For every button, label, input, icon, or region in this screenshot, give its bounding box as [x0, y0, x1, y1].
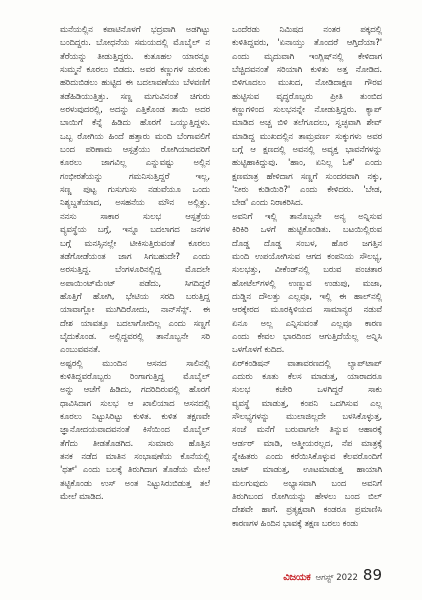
page-number: 89	[362, 566, 382, 584]
article-text-line: ಆರಕ್ಕೇರದ ಮೂರಕ್ಕಿಳಿಯದ ಸಾಮಾನ್ಯರ ನಡುವೆ	[232, 305, 382, 316]
article-text-line: ಅರಳುವುದರಲ್ಲಿ, ಅದನ್ನು ಎತ್ತಿಕೊಂಡ ತಾಯಿ ಅದರ	[60, 105, 210, 116]
article-text-line: ಚಾಟ್ ಮಾಡುತ್ತ, ಊಟಮಾಡುತ್ತ ಹಾಯಾಗಿ	[232, 465, 382, 476]
article-text-line: ಏರ್‌ಕಂಡಿಷನ್ ವಾತಾವರಣದಲ್ಲಿ ಲ್ಯಾಪ್‌ಟಾಪ್	[232, 358, 382, 369]
article-text-line: ವ್ಯವಸ್ಥೆಯ ಬಗ್ಗೆ, ಇನ್ನೂ ಬದಲಾಗದ ಜನಗಳ	[60, 225, 210, 236]
issue-date: ಆಗಸ್ಟ್ 2022	[315, 573, 358, 583]
article-body	[60, 24, 382, 556]
article-text-line: ಒಬ್ಬ ರೋಗಿಯ ಹಿಂದೆ ಹತ್ತಾರು ಮಂದಿ ಬೆಂಗಾವಲಿಗೆ	[60, 131, 210, 142]
article-text-line: ಗಂಭೀರತೆಯನ್ನು ಗಮನಿಸುತ್ತಿದ್ದರೆ ಇಲ್ಲ,	[60, 171, 210, 182]
article-text-line: ನಿಶ್ಯಬ್ದತೆಯಾದ, ಅಸಹನೆಯ ಮೌನ ಅಲ್ಲಿತ್ತು.	[60, 198, 210, 209]
article-text-line: ಧಾವಿಸಿದಾಗ ಸುಲಭ ಆ ಖಾಲಿಯಾದ ಆಸನದಲ್ಲಿ	[60, 398, 210, 409]
article-text-line: ಮಲಗುವುದು ಅಭ್ಯಾಸವಾಗಿ ಬಂದ ಅವನಿಗೆ	[232, 478, 382, 489]
article-text-line: ಕುಳಿತಿದ್ದವರೊಬ್ಬರು ರಿಂಗಾಗುತ್ತಿದ್ದ ಮೊಬೈಲ್	[60, 371, 210, 382]
article-text-line: ಹುಟ್ಟಿಸುವ ವೃದ್ಧರೊಬ್ಬರು ಪ್ರೀತಿ ತುಂಬಿದ	[232, 91, 382, 102]
article-text-line: ಒಂದೆರಡು ನಿಮಿಷದ ನಂತರ ಪಕ್ಕದಲ್ಲಿ	[232, 25, 382, 35]
article-text-line: ಬಾಯಿಗೆ ಕೆನ್ನೆ ಹಿಡಿದು ಹೊರಗೆ ಒಯ್ಯುತ್ತಿದ್ದಳು.	[60, 118, 210, 129]
article-text-line: ತಡೆಹಿಡಿಯುತ್ತಿತ್ತು. ಸಣ್ಣ ಮಗುವಿನಂತೆ ಚಿಗುರು	[60, 91, 210, 102]
article-text-line: ಬಂದಿದ್ದರು. ಬೋಧನೆಯ ಸಮಯದಲ್ಲಿ ಮೊಬೈಲ್ ನ	[60, 38, 210, 49]
article-text-line: ಕುಳಿತಿದ್ದವರು, 'ಏನಾಯ್ತು ತೊಂದರೆ ಆಗ್ತಿದೆಯಾ?'	[232, 38, 382, 49]
article-column-right	[232, 24, 382, 556]
article-text-line: ಜ್ಞಾನೋದಯವಾದವನಂತೆ ಕಿಸೆಯಿಂದ ಮೊಬೈಲ್	[60, 425, 210, 436]
article-text-line: ಎಂದು ಕೇವಲ ಭಾರದಿಂದ ಆಗುತ್ತಿದೆಯೆಲ್ಲ ಅನ್ನಿಸಿ	[232, 331, 382, 342]
article-text-line: ಅಪಾಯಿಂಟ್‌ಮೆಂಟ್ ಪಡೆದು, ಸಿಗದಿದ್ದರೆ	[60, 278, 210, 289]
article-text-line: ಅನ್ನು ಆಚೆಗೆ ಹಿಡಿದು, ಗದರಿದಿರುವಲ್ಲಿ ಹೊರಗೆ	[60, 385, 210, 396]
article-column-left	[60, 24, 210, 556]
article-text-line: ದೇಶವೇ ಹಾಗೆ. ಪ್ರತ್ಯಕ್ಷವಾಗಿ ಕಂಡರೂ ಪ್ರಮಾಣಿಸಿ	[232, 505, 382, 516]
article-text-line: ಅಷ್ಟರಲ್ಲಿ ಮುಂದಿನ ಆಸನದ ಸಾಲಿನಲ್ಲಿ	[60, 358, 210, 369]
article-text-line: ತಡೆಗೋಡೆಯಂತ ಜಾಗ ಸಿಗಬಹುದೇ? ಎಂದು	[60, 251, 210, 262]
article-text-line: ತಿರುಗಿಬಂದ ರೋಗಿಯನ್ನು ಹೇಳಲು ಬಂದ ಬಿಲ್	[232, 492, 382, 503]
article-text-line: ಕ್ಷಣಮಾತ್ರ ಹೇಳಿದಾಗ ಸಣ್ಣಗೆ ಸುಂದರವಾಗಿ ನಕ್ಕು,	[232, 171, 382, 182]
article-text-line: ಎಂಬುವವನತೆ.	[60, 345, 101, 356]
article-text-line: ಬೈದುಕೊಂಡ. ಅಲ್ಲಿದ್ದವರಲ್ಲಿ ತಾನೊಬ್ಬನೇ ಸರಿ	[60, 331, 210, 342]
article-text-line: ಬಗ್ಗೆ ಮನಸ್ಸಿನಲ್ಲೇ ಟೀಕಿಸುತ್ತಿರುವಂತೆ ಕೂರಲು	[60, 238, 210, 249]
article-text-line: ತೆಗೆದು ತೀಡತೊಡಗಿದ. ಸುಮಾರು ಹೊತ್ತಿನ	[60, 438, 210, 449]
article-text-line: ತಟ್ಟಿಕೊಂಡು ಉಸ್ ಅಂತ ನಿಟ್ಟುಸಿರುಬಿಡುತ್ತ ತಲೆ	[60, 478, 210, 489]
article-text-line: ನನಸು ಸಾಕಾರ ಸುಲಭ ಆಸ್ಪತ್ರೆಯ	[60, 211, 210, 222]
article-text-line: ದುಡ್ಡಿನ ದೌಲತ್ತು ಎಲ್ಲವೂ, ಇಲ್ಲಿ ಈ ಹಾಲ್‌ನಲ್ಲಿ	[232, 291, 382, 302]
article-text-line: ಸ್ನೇಹಿತರು ಎಂದು ಕರೆಯಿಸಿಕೊಳ್ಳುವ ಕೆಲವರೊಂದಿಗೆ	[232, 452, 382, 462]
page-footer	[283, 566, 382, 584]
article-text-line: ಹುಟ್ಟಿಹಾಕಿದ್ದುವು. 'ಹಾಂ, ಏನಿಲ್ಲ ಓಕೆ' ಎಂದು	[232, 158, 382, 169]
article-text-line: ತೆರೆಯನ್ನು ತೀಡುತ್ತಿದ್ದರು. ಕುತೂಹಲ ಯಾರನ್ನೂ	[60, 51, 210, 62]
article-text-line: ದೊಡ್ಡ ದೊಡ್ಡ ಸಂಬಳ, ಹೊರ ಜಗತ್ತಿನ	[232, 238, 382, 249]
article-text-line: ಏನೂ ಅಲ್ಲ ಎನ್ನಿಸುವಂತೆ ಎಲ್ಲವೂ ಕಾರಣ	[232, 318, 382, 329]
article-text-line: ಅರಸುತ್ತಿದ್ದ. ಬೆಂಗಳೂರಿನಲ್ಲಿದ್ದ ಮೊದಲೇ	[60, 265, 210, 276]
article-text-line: ಸುಲಭತ್ತು, ವೀಕೆಂಡ್‌ನಲ್ಲಿ ಬರುವ ಪಂಚತಾರ	[232, 265, 382, 276]
article-text-line: ಮಾಡಿದ ಅಚ್ಚ ಬಿಳಿ ತಲೆಗೂದಲು, ಸ್ವಚ್ಛವಾಗಿ ಶೇವ್	[232, 118, 382, 129]
article-text-line: ಬಿಳಿಗೂದಲು ಮುಖದ, ನೋಡಿದಾಕ್ಷಣ ಗೌರವ	[232, 78, 382, 89]
article-text-line: ಕಾರಣಗಳ ಹಿಂದಿನ ಭಾವಕ್ಕೆ ತಕ್ಷಣ ಬರಲು ಕಂಡು	[232, 518, 359, 529]
article-text-line: ಹೊತ್ತಿಗೆ ಹೋಗಿ, ಭೇಟಿಯ ಸರದಿ ಬರುತ್ತಿದ್ದ	[60, 291, 210, 302]
article-text-line: ಸಣ್ಣ ಪುಟ್ಟ ಗುಸುಗುಸು ನಡುವೆಯೂ ಒಂದು	[60, 185, 210, 196]
article-text-line: ತನಕ ನಡೆದ ಮಾತಿನ ಸಂಭಾಷಣೆಯ ಕೊನೆಯಲ್ಲಿ	[60, 452, 210, 462]
article-text-line: ಎದುರು ಕೂತು ಕೆಲಸ ಮಾಡುತ್ತ, ಯಾರಾದರೂ	[232, 371, 382, 382]
article-text-line: ಮನೆಯಲ್ಲಿನ ಕಪಾಟಿನೊಳಗೆ ಭದ್ರವಾಗಿ ಅಡಗಿಟ್ಟು	[60, 25, 210, 35]
article-text-line: ಬಂದ ಪರಿಣಾಮ ಆಸ್ಪತ್ರೆಯು ರೋಗಿಯಾದವರಿಗೆ	[60, 145, 210, 156]
article-text-line: ಮೇಲೆ ಮಾಡಿದ.	[60, 492, 104, 503]
article-text-line: ಸಂಜೆ ಮನೆಗೆ ಬರುವಾಗಲೇ ತಿನ್ನುವ ಆಹಾರಕ್ಕೆ	[232, 425, 382, 436]
article-text-line: ದೇಶ ಯಾವತ್ತೂ ಬದಲಾಗೋದಿಲ್ಲ ಎಂದು ಸಣ್ಣಗೆ	[60, 318, 210, 329]
article-text-line: ಮಂದಿ ಉಪಯೋಗಿಸುವ ಆಗದ ಕಂಪನಿಯ ಸೌಲಭ್ಯ,	[232, 251, 382, 262]
article-text-line: ಬೇಡ' ಎಂದು ನಿರಾಕರಿಸಿದ.	[232, 198, 304, 209]
article-text-line: ಬೆಚ್ಚಿದವನಂತೆ ಸರಿಯಾಗಿ ಕುಳಿತು ಅತ್ತ ನೋಡಿದ.	[232, 65, 382, 76]
article-text-line: ಬಗ್ಗೆ ಆ ಕ್ಷಣದಲ್ಲಿ ಅವನಲ್ಲಿ ಅವ್ಯಕ್ತ ಭಾವನೆಗಳನ್ನು	[232, 145, 382, 156]
article-text-line: ವ್ಯವಸ್ಥೆ ಮಾಡುತ್ತ, ಕಂಪನಿ ಒದಗಿಸುವ ಎಲ್ಲ	[232, 398, 382, 409]
article-text-line: ಹರಿದುಬಿಡಲು ಹುಟ್ಟಿದ ಈ ಬದಲಾವಣೆಯು ಬೆಳವಣಿಗೆ	[60, 78, 210, 89]
article-text-line: ಸುಲಭ ಕಚೇರಿ ಒಳಗಿದ್ದರೆ ಸಾಕು	[232, 385, 382, 396]
article-text-line: ಮಾಡಿದ್ದ ಮುಖದಲ್ಲಿನ ತಾಮ್ರವರ್ಣ ಸುಕ್ಕುಗಳು ಅವರ	[232, 131, 382, 142]
article-text-line: ಕಣ್ಣುಗಳಿಂದ ಸುಲಭನನ್ನೇ ನೋಡುತ್ತಿದ್ದರು. ಕ್ಯಾಪ್	[232, 105, 382, 116]
article-text-line: ಕೂರಲು ನಿಟ್ಟುಸಿರಿಟ್ಟು ಕುಳಿತ. ಕುಳಿತ ತಕ್ಷಣವೇ	[60, 411, 210, 422]
article-text-line: ಎಂದು ಮೃದುವಾಗಿ ಇಂಗ್ಲಿಷ್‌ನಲ್ಲಿ ಕೇಳಿದಾಗ	[232, 51, 382, 62]
article-text-line: ಕೂರಲು ಜಾಗವಿಲ್ಲ ಎನ್ನುವಷ್ಟು ಅಲ್ಲಿನ	[60, 158, 210, 169]
article-text-line: ಕಿರಿಕಿರಿ ಒಳಗೆ ಹುಟ್ಟಿಕೊಂಡಿತು. ಬಟಯಿಲ್ಲಿರುವ	[232, 225, 382, 236]
article-text-line: ಯಾವಾಗ್ಲೋ ಮುಗಿದಿರೋದು, ನಾನ್‌ಸೆನ್ಸ್. ಈ	[60, 305, 210, 316]
article-text-line: ಸುಮ್ಮನೆ ಕೂರಲು ಬಿಡದು. ಅವರ ಕಣ್ಣುಗಳ ಚುರುಕು	[60, 65, 210, 76]
article-text-line: 'ನೀರು ಕುಡಿಯಿರಿ?' ಎಂದು ಕೇಳಿದರು. 'ಬೇಡ,	[232, 185, 382, 196]
article-text-line: ಒಳಗೊಳಗೆ ಕುದಿದ.	[232, 345, 285, 356]
article-text-line: ಅವನಿಗೆ ಇಲ್ಲಿ ತಾನೊಬ್ಬನೇ ಅನ್ಯ ಅನ್ನಿಸುವ	[232, 211, 382, 222]
article-text-line: 'ಥತ್' ಎಂದು ಬಲಕ್ಕೆ ತಿರುಗಿದಾಗ ತೊಡೆಯ ಮೇಲೆ	[60, 465, 210, 476]
article-text-line: ಸೌಲಭ್ಯಗಳನ್ನು ಮುಲಾಜಿಲ್ಲದೇ ಬಳಸಿಕೊಳ್ಳುತ್ತ,	[232, 411, 382, 422]
article-text-line: ಆರ್ಡರ್ ಮಾಡಿ, ಆತ್ಮೀಯರಲ್ಲದ, ನೆಪ ಮಾತ್ರಕ್ಕೆ	[232, 438, 382, 449]
magazine-masthead: ವಿಜಯಕ	[283, 572, 311, 583]
article-text-line: ಹೋಟೆಲ್‌ಗಳಲ್ಲಿ ಉಣ್ಣುವ ಉಡುಪು, ಮಜಾ,	[232, 278, 382, 289]
